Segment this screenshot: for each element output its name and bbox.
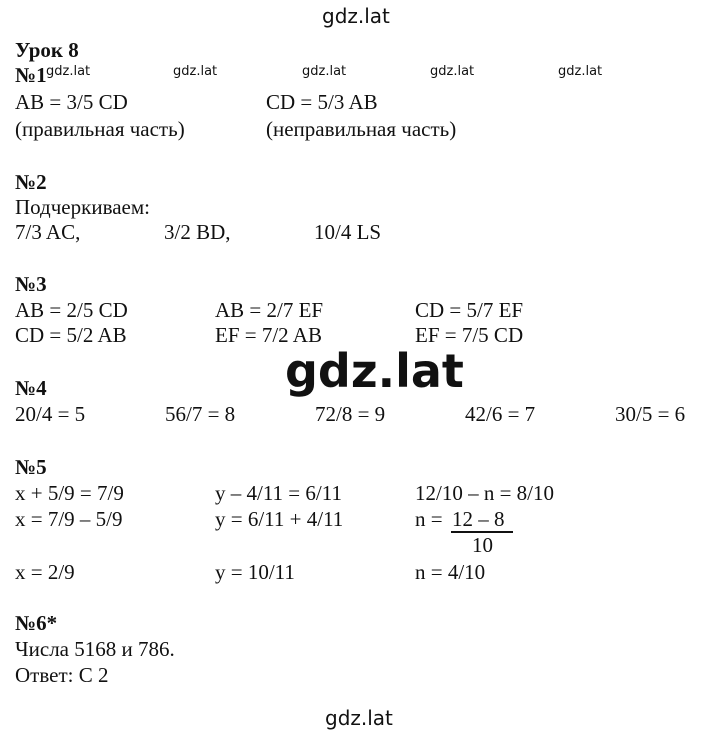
- ex6-text: Числа 5168 и 786.: [15, 637, 175, 661]
- watermark-top: gdz.lat: [322, 4, 390, 28]
- ex3-cell: EF = 7/2 AB: [215, 323, 322, 347]
- ex4-item: 56/7 = 8: [165, 402, 236, 426]
- ex4-item: 20/4 = 5: [15, 402, 86, 426]
- exercise-6-heading: №6*: [15, 611, 58, 635]
- ex5-x-line: x + 5/9 = 7/9: [15, 481, 124, 505]
- exercise-2-heading: №2: [15, 170, 47, 194]
- watermark-center: gdz.lat: [285, 344, 464, 398]
- ex5-y-line: y = 10/11: [215, 560, 295, 584]
- lesson-title: Урок 8: [15, 38, 79, 62]
- ex6-answer: Ответ: С 2: [15, 663, 109, 687]
- exercise-4-heading: №4: [15, 376, 47, 400]
- watermark-small: gdz.lat: [173, 64, 218, 79]
- ex1-left-note: (правильная часть): [15, 117, 185, 141]
- ex4-item: 72/8 = 9: [315, 402, 386, 426]
- ex2-item: 7/3 AC,: [15, 220, 81, 244]
- exercise-3-heading: №3: [15, 272, 47, 296]
- ex5-x-line: x = 2/9: [15, 560, 75, 584]
- exercise-1-heading: №1: [15, 63, 47, 87]
- exercise-5-heading: №5: [15, 455, 47, 479]
- ex3-cell: AB = 2/5 CD: [15, 298, 128, 322]
- watermark-bottom: gdz.lat: [325, 706, 393, 730]
- watermark-small: gdz.lat: [558, 64, 603, 79]
- ex2-item: 3/2 BD,: [164, 220, 231, 244]
- ex1-left-equation: AB = 3/5 CD: [15, 90, 128, 114]
- ex5-n-line: 12/10 – n = 8/10: [415, 481, 555, 505]
- ex1-right-equation: CD = 5/3 AB: [266, 90, 378, 114]
- ex2-text: Подчеркиваем:: [15, 195, 150, 219]
- ex4-item: 42/6 = 7: [465, 402, 536, 426]
- ex3-cell: AB = 2/7 EF: [215, 298, 324, 322]
- ex5-fraction-denominator: 10: [472, 533, 493, 557]
- ex3-cell: CD = 5/7 EF: [415, 298, 524, 322]
- watermark-small: gdz.lat: [302, 64, 347, 79]
- ex1-right-note: (неправильная часть): [266, 117, 457, 141]
- ex4-item: 30/5 = 6: [615, 402, 686, 426]
- ex3-cell: EF = 7/5 CD: [415, 323, 524, 347]
- ex3-cell: CD = 5/2 AB: [15, 323, 127, 347]
- ex5-y-line: y – 4/11 = 6/11: [215, 481, 342, 505]
- watermark-small: gdz.lat: [46, 64, 91, 79]
- watermark-small: gdz.lat: [430, 64, 475, 79]
- ex5-y-line: y = 6/11 + 4/11: [215, 507, 344, 531]
- ex5-x-line: x = 7/9 – 5/9: [15, 507, 123, 531]
- ex5-n-line: n = 4/10: [415, 560, 486, 584]
- ex5-fraction-numerator: 12 – 8: [452, 507, 505, 531]
- ex2-item: 10/4 LS: [314, 220, 382, 244]
- ex5-n-prefix: n =: [415, 507, 443, 531]
